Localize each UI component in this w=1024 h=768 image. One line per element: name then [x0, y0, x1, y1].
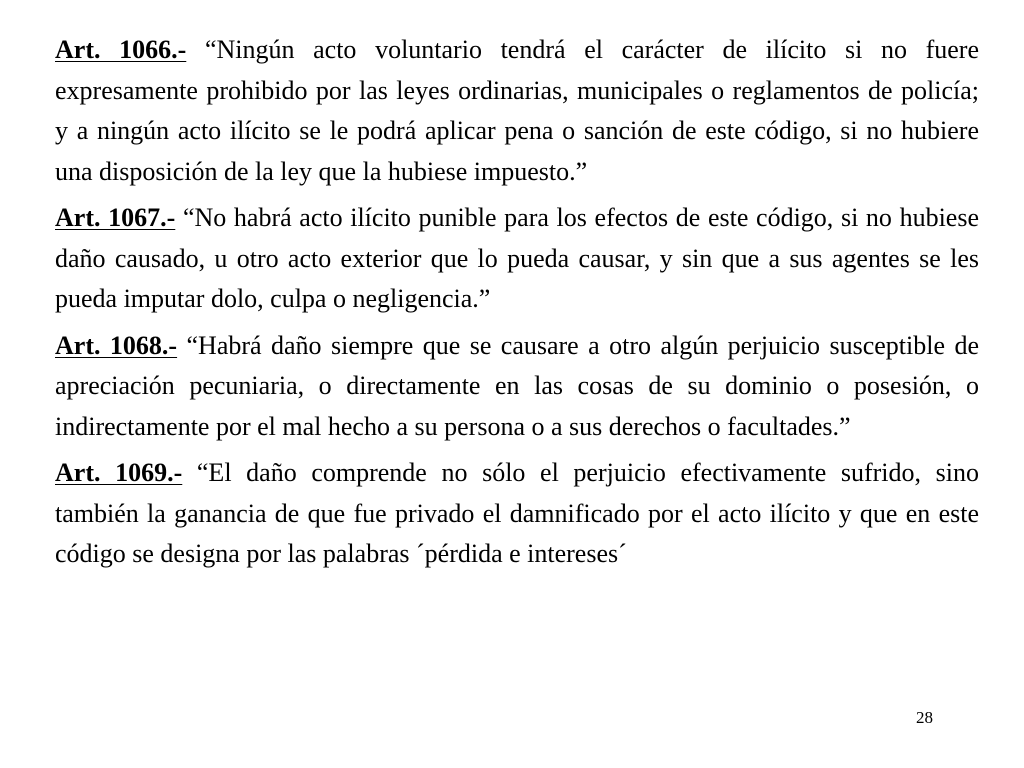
article-1069 — [55, 453, 979, 575]
article-label: Art. 1066.- — [55, 35, 187, 64]
page-number: 28 — [916, 708, 933, 727]
article-1066 — [55, 30, 979, 192]
article-1067 — [55, 198, 979, 320]
article-text: “No habrá acto ilícito punible para los efectos de este código, si no hubiese daño causado, u otro acto exterior que lo pueda causar, y sin que a sus agentes se les pueda imputar dolo, culpa o negligencia.” — [55, 203, 979, 313]
article-1068 — [55, 326, 979, 448]
article-text: “Habrá daño siempre que se causare a otro algún perjuicio susceptible de apreciación pecuniaria, o directamente en las cosas de su dominio o posesión, o indirectamente por el mal hecho a su persona o a sus derechos o facultades.” — [55, 330, 979, 441]
article-text: “El daño comprende no sólo el perjuicio efectivamente sufrido, sino también la ganancia de que fue privado el damnificado por el acto ilícito y que en este código se designa por las palabras ´pérdida e intereses´ — [55, 458, 979, 568]
article-label: Art. 1067.- — [55, 203, 176, 232]
slide-body — [55, 30, 979, 581]
article-label: Art. 1069.- — [55, 458, 183, 487]
article-text: “Ningún acto voluntario tendrá el carácter de ilícito si no fuere expresamente prohibido por las leyes ordinarias, municipales o reglamentos de policía; y a ningún acto ilícito se le podrá aplicar pena o sanción de este código, si no hubiere una disposición de la ley que la hubiese impuesto.” — [55, 35, 979, 186]
article-label: Art. 1068.- — [55, 330, 178, 360]
